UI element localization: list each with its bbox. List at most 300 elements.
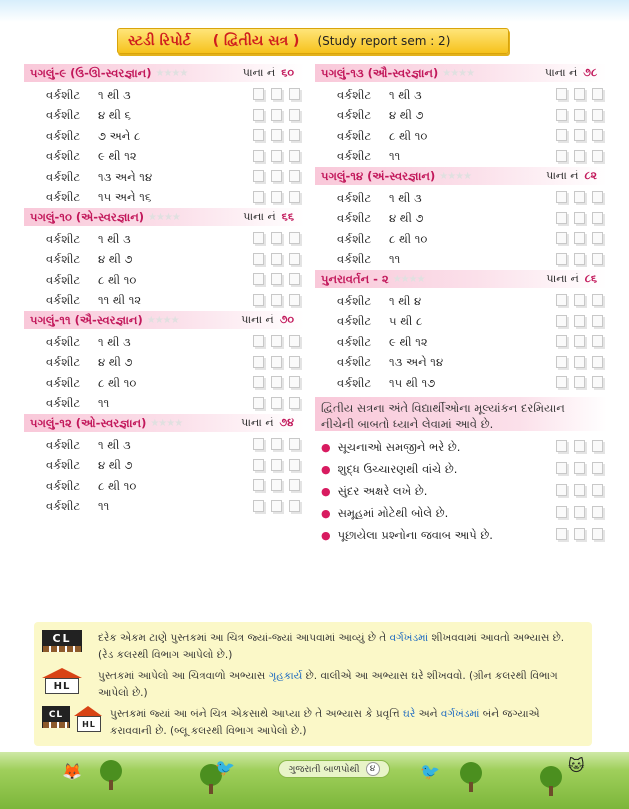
checkbox[interactable] xyxy=(556,462,567,474)
checkbox[interactable] xyxy=(592,528,603,540)
checkbox[interactable] xyxy=(253,232,264,244)
checkbox-group xyxy=(556,335,603,347)
checkbox[interactable] xyxy=(271,170,282,182)
classroom-icon: CL xyxy=(42,630,82,652)
worksheet-range: ૯ થી ૧૨ xyxy=(389,334,428,349)
checkbox-group xyxy=(556,484,603,496)
worksheet-range: ૧૧ થી ૧૨ xyxy=(98,293,142,308)
legend-cl-text: દરેક એકમ ટાણે પુસ્તકમાં આ ચિત્ર જ્યાં-જ્યાં આપવામાં આવ્યું છે તે વર્ગખંડમાં શીખવવામાં આવતો અભ્યાસ છે. (રેડ કલરથી વિભાગ આપેલો છે.) xyxy=(98,632,565,661)
evaluation-point xyxy=(315,437,607,459)
checkbox[interactable] xyxy=(592,129,603,141)
worksheet-range: ૧૧ xyxy=(389,252,401,267)
worksheet-label: વર્કશીટ xyxy=(46,458,81,473)
page-reference: પાના નં ૭૮ xyxy=(544,66,597,79)
worksheet-row xyxy=(24,497,304,518)
checkbox[interactable] xyxy=(253,170,264,182)
checkbox[interactable] xyxy=(289,335,300,347)
checkbox[interactable] xyxy=(556,315,567,327)
stars-icon: ★★★★ xyxy=(150,417,183,429)
checkbox[interactable] xyxy=(574,191,585,203)
worksheet-row xyxy=(315,312,607,333)
classroom-icon-small: CL xyxy=(42,706,70,728)
checkbox[interactable] xyxy=(271,232,282,244)
worksheet-range: ૪ થી ૭ xyxy=(98,355,133,370)
checkbox-group xyxy=(556,356,603,368)
checkbox[interactable] xyxy=(592,315,603,327)
stars-icon: ★★★★ xyxy=(442,67,475,79)
checkbox-group xyxy=(253,376,300,388)
cat-icon: 🐱 xyxy=(568,756,585,775)
checkbox[interactable] xyxy=(271,459,282,471)
title-sem: ( દ્વિતીય સત્ર ) xyxy=(212,33,300,49)
lesson-title: પગલું-૯ (ઉ-ઊ-સ્વરજ્ઞાન) xyxy=(30,65,152,80)
checkbox[interactable] xyxy=(574,232,585,244)
worksheet-range: ૮ થી ૧૦ xyxy=(389,231,428,246)
checkbox-group xyxy=(556,440,603,452)
worksheet-range: ૧૧ xyxy=(98,396,110,411)
checkbox-group xyxy=(253,438,300,450)
worksheet-row xyxy=(315,229,607,250)
checkbox[interactable] xyxy=(271,273,282,285)
checkbox[interactable] xyxy=(289,273,300,285)
checkbox[interactable] xyxy=(592,191,603,203)
worksheet-row xyxy=(24,332,304,353)
worksheet-range: ૯ થી ૧૨ xyxy=(98,149,137,164)
checkbox[interactable] xyxy=(592,109,603,121)
checkbox[interactable] xyxy=(253,376,264,388)
checkbox[interactable] xyxy=(574,88,585,100)
checkbox[interactable] xyxy=(574,484,585,496)
checkbox[interactable] xyxy=(574,253,585,265)
checkbox-group xyxy=(556,506,603,518)
checkbox[interactable] xyxy=(289,150,300,162)
worksheet-label: વર્કશીટ xyxy=(46,252,81,267)
checkbox[interactable] xyxy=(253,253,264,265)
checkbox[interactable] xyxy=(592,150,603,162)
worksheet-label: વર્કશીટ xyxy=(46,478,81,493)
lesson-title: પગલું-૧૩ (ઔ-સ્વરજ્ઞાન) xyxy=(321,65,439,80)
worksheet-range: ૮ થી ૧૦ xyxy=(389,128,428,143)
evaluation-point-text: પૂછાયેલા પ્રશ્નોના જવાબ આપે છે. xyxy=(337,528,493,542)
lesson-header xyxy=(24,208,304,226)
worksheet-label: વર્કશીટ xyxy=(46,375,81,390)
worksheet-label: વર્કશીટ xyxy=(337,252,372,267)
worksheet-row xyxy=(24,291,304,312)
checkbox[interactable] xyxy=(253,129,264,141)
checkbox[interactable] xyxy=(289,438,300,450)
worksheet-range: ૧ થી ૩ xyxy=(98,231,131,246)
worksheet-range: ૧૩ અને ૧૪ xyxy=(98,169,153,184)
lesson-header xyxy=(24,311,304,329)
checkbox[interactable] xyxy=(556,356,567,368)
checkbox[interactable] xyxy=(253,397,264,409)
page-number: ૪ xyxy=(366,762,380,776)
worksheet-range: ૧ થી ૪ xyxy=(389,293,422,308)
worksheet-label: વર્કશીટ xyxy=(46,87,81,102)
evaluation-point-text: સૂચનાઓ સમજીને ભરે છે. xyxy=(337,440,461,454)
checkbox-group xyxy=(556,528,603,540)
checkbox[interactable] xyxy=(592,506,603,518)
worksheet-label: વર્કશીટ xyxy=(337,334,372,349)
checkbox[interactable] xyxy=(271,356,282,368)
checkbox[interactable] xyxy=(592,335,603,347)
worksheet-range: ૪ થી ૭ xyxy=(98,252,133,267)
worksheet-label: વર્કશીટ xyxy=(46,149,81,164)
checkbox[interactable] xyxy=(253,459,264,471)
worksheet-label: વર્કશીટ xyxy=(46,128,81,143)
worksheet-row xyxy=(315,188,607,209)
checkbox[interactable] xyxy=(574,335,585,347)
worksheet-range: ૮ થી ૧૦ xyxy=(98,375,137,390)
worksheet-label: વર્કશીટ xyxy=(337,108,372,123)
checkbox-group xyxy=(556,376,603,388)
checkbox[interactable] xyxy=(556,440,567,452)
checkbox-group xyxy=(556,129,603,141)
checkbox[interactable] xyxy=(556,109,567,121)
worksheet-row xyxy=(24,394,304,415)
bird-icon: 🐦 xyxy=(420,762,440,781)
checkbox[interactable] xyxy=(556,212,567,224)
stars-icon: ★★★★ xyxy=(439,170,472,182)
legend-both-text: પુસ્તકમાં જ્યાં આ બંને ચિત્ર એકસાથે આપ્યા છે તે અભ્યાસ કે પ્રવૃત્તિ ઘરે અને વર્ગખંડમાં બંને જગ્યાએ કરાવવાની છે. (બ્લૂ કલરથી વિભાગ આપેલો છે.) xyxy=(110,708,540,737)
worksheet-range: ૧૧ xyxy=(389,149,401,164)
lesson-title: પગલું-૧૧ (ઐ-સ્વરજ્ઞાન) xyxy=(30,312,143,327)
checkbox[interactable] xyxy=(574,376,585,388)
lesson-header xyxy=(24,64,304,82)
worksheet-range: ૧ થી ૩ xyxy=(98,334,131,349)
lesson-header xyxy=(24,414,304,432)
page-reference: પાના નં ૭૦ xyxy=(241,313,294,326)
checkbox-group xyxy=(556,253,603,265)
checkbox[interactable] xyxy=(271,109,282,121)
lesson-header xyxy=(315,64,607,82)
footer-book-label: ગુજરાતી બાળપોથી ૪ xyxy=(278,760,390,778)
checkbox[interactable] xyxy=(289,294,300,306)
checkbox[interactable] xyxy=(556,191,567,203)
worksheet-row xyxy=(315,353,607,374)
bullet-icon: ● xyxy=(321,507,331,520)
checkbox[interactable] xyxy=(289,191,300,203)
bullet-icon: ● xyxy=(321,463,331,476)
bullet-icon: ● xyxy=(321,441,331,454)
worksheet-range: ૪ થી ૭ xyxy=(389,108,424,123)
checkbox-group xyxy=(253,191,300,203)
evaluation-point-text: સુંદર અક્ષરે લખે છે. xyxy=(337,484,428,498)
checkbox[interactable] xyxy=(574,356,585,368)
checkbox-group xyxy=(253,397,300,409)
checkbox[interactable] xyxy=(271,294,282,306)
worksheet-row xyxy=(315,209,607,230)
checkbox[interactable] xyxy=(271,438,282,450)
worksheet-row xyxy=(24,435,304,456)
checkbox[interactable] xyxy=(271,191,282,203)
checkbox-group xyxy=(556,315,603,327)
worksheet-label: વર્કશીટ xyxy=(46,499,81,514)
checkbox-group xyxy=(556,109,603,121)
lesson-title: પગલું-૧૨ (ઓ-સ્વરજ્ઞાન) xyxy=(30,415,147,430)
checkbox-group xyxy=(253,356,300,368)
checkbox[interactable] xyxy=(271,88,282,100)
title-banner xyxy=(117,28,509,54)
worksheet-row xyxy=(315,291,607,312)
worksheet-label: વર્કશીટ xyxy=(46,169,81,184)
evaluation-point xyxy=(315,481,607,503)
worksheet-label: વર્કશીટ xyxy=(46,231,81,246)
worksheet-row xyxy=(24,353,304,374)
right-column xyxy=(315,64,607,547)
checkbox[interactable] xyxy=(253,294,264,306)
left-column xyxy=(24,64,304,517)
page-reference: પાના નં ૬૬ xyxy=(243,210,294,223)
checkbox[interactable] xyxy=(253,335,264,347)
worksheet-label: વર્કશીટ xyxy=(46,108,81,123)
page-reference: પાના નં ૬૦ xyxy=(242,66,294,79)
worksheet-label: વર્કશીટ xyxy=(337,211,372,226)
checkbox[interactable] xyxy=(556,253,567,265)
worksheet-row xyxy=(24,476,304,497)
worksheet-row xyxy=(24,126,304,147)
checkbox[interactable] xyxy=(253,88,264,100)
checkbox[interactable] xyxy=(574,150,585,162)
checkbox-group xyxy=(556,88,603,100)
worksheet-row xyxy=(315,332,607,353)
checkbox[interactable] xyxy=(253,438,264,450)
checkbox[interactable] xyxy=(556,376,567,388)
title-english: (Study report sem : 2) xyxy=(317,34,451,48)
worksheet-label: વર્કશીટ xyxy=(337,293,372,308)
evaluation-point xyxy=(315,459,607,481)
worksheet-label: વર્કશીટ xyxy=(337,190,372,205)
evaluation-point xyxy=(315,525,607,547)
checkbox[interactable] xyxy=(556,506,567,518)
fox-icon: 🦊 xyxy=(62,762,82,781)
page-reference: પાના નં ૮૨ xyxy=(546,169,597,182)
checkbox[interactable] xyxy=(556,335,567,347)
checkbox[interactable] xyxy=(574,212,585,224)
checkbox[interactable] xyxy=(574,528,585,540)
worksheet-row xyxy=(24,373,304,394)
home-icon: HL xyxy=(42,668,82,694)
worksheet-row xyxy=(315,250,607,271)
worksheet-range: ૧ થી ૩ xyxy=(98,87,131,102)
worksheet-range: ૧ થી ૩ xyxy=(389,190,422,205)
worksheet-label: વર્કશીટ xyxy=(337,375,372,390)
stars-icon: ★★★★ xyxy=(155,67,188,79)
tree-icon xyxy=(460,762,482,784)
worksheet-row xyxy=(24,250,304,271)
stars-icon: ★★★★ xyxy=(392,273,425,285)
worksheet-label: વર્કશીટ xyxy=(337,149,372,164)
checkbox[interactable] xyxy=(289,500,300,512)
both-icons xyxy=(42,706,102,732)
lesson-header xyxy=(315,270,607,288)
checkbox[interactable] xyxy=(574,294,585,306)
checkbox-group xyxy=(556,294,603,306)
lesson-title: પગલું-૧૦ (એ-સ્વરજ્ઞાન) xyxy=(30,209,145,224)
worksheet-row xyxy=(24,229,304,250)
checkbox-group xyxy=(253,88,300,100)
bird-icon: 🐦 xyxy=(215,758,235,777)
checkbox[interactable] xyxy=(592,484,603,496)
checkbox[interactable] xyxy=(592,88,603,100)
checkbox[interactable] xyxy=(556,88,567,100)
checkbox[interactable] xyxy=(574,109,585,121)
checkbox[interactable] xyxy=(574,129,585,141)
worksheet-row xyxy=(315,373,607,394)
checkbox[interactable] xyxy=(556,150,567,162)
worksheet-row xyxy=(24,167,304,188)
worksheet-label: વર્કશીટ xyxy=(337,231,372,246)
worksheet-row xyxy=(24,85,304,106)
checkbox[interactable] xyxy=(556,528,567,540)
checkbox[interactable] xyxy=(289,356,300,368)
checkbox[interactable] xyxy=(271,129,282,141)
worksheet-label: વર્કશીટ xyxy=(46,334,81,349)
legend-both-row xyxy=(42,706,578,740)
worksheet-row xyxy=(315,106,607,127)
worksheet-row xyxy=(315,126,607,147)
evaluation-note: દ્વિતીય સત્રના અંતે વિદ્યાર્થીઓના મૂલ્યાંકન દરમિયાન નીચેની બાબતો ધ્યાને લેવામાં આવે છે. xyxy=(315,397,607,431)
checkbox-group xyxy=(253,109,300,121)
checkbox[interactable] xyxy=(289,376,300,388)
checkbox[interactable] xyxy=(289,253,300,265)
checkbox[interactable] xyxy=(556,484,567,496)
checkbox-group xyxy=(253,294,300,306)
worksheet-label: વર્કશીટ xyxy=(46,437,81,452)
checkbox[interactable] xyxy=(271,253,282,265)
legend-hl-text: પુસ્તકમાં આપેલો આ ચિત્રવાળો અભ્યાસ ગૃહકાર્ય છે. વાલીએ આ અભ્યાસ ઘરે શીખવવો. (ગ્રીન કલરથી વિભાગ આપેલો છે.) xyxy=(98,670,558,699)
checkbox[interactable] xyxy=(592,232,603,244)
worksheet-label: વર્કશીટ xyxy=(46,396,81,411)
checkbox[interactable] xyxy=(289,232,300,244)
worksheet-range: ૫ થી ૮ xyxy=(389,314,423,329)
checkbox[interactable] xyxy=(289,397,300,409)
checkbox[interactable] xyxy=(592,294,603,306)
worksheet-range: ૧૩ અને ૧૪ xyxy=(389,355,444,370)
checkbox[interactable] xyxy=(253,150,264,162)
worksheet-row xyxy=(24,456,304,477)
checkbox[interactable] xyxy=(289,459,300,471)
worksheet-range: ૧૧ xyxy=(98,499,110,514)
worksheet-label: વર્કશીટ xyxy=(46,293,81,308)
bullet-icon: ● xyxy=(321,485,331,498)
checkbox[interactable] xyxy=(253,273,264,285)
checkbox-group xyxy=(253,129,300,141)
worksheet-label: વર્કશીટ xyxy=(46,190,81,205)
legend-cl-row xyxy=(42,630,578,664)
worksheet-range: ૧૫ થી ૧૭ xyxy=(389,375,436,390)
checkbox[interactable] xyxy=(592,212,603,224)
worksheet-label: વર્કશીટ xyxy=(46,355,81,370)
home-icon-small: HL xyxy=(74,706,102,732)
checkbox-group xyxy=(556,462,603,474)
worksheet-range: ૮ થી ૧૦ xyxy=(98,478,137,493)
checkbox-group xyxy=(253,150,300,162)
worksheet-label: વર્કશીટ xyxy=(337,355,372,370)
top-sky-strip xyxy=(0,0,629,22)
checkbox-group xyxy=(556,191,603,203)
checkbox[interactable] xyxy=(253,191,264,203)
worksheet-row xyxy=(24,106,304,127)
checkbox-group xyxy=(556,212,603,224)
worksheet-range: ૮ થી ૧૦ xyxy=(98,272,137,287)
checkbox[interactable] xyxy=(574,440,585,452)
checkbox[interactable] xyxy=(556,129,567,141)
checkbox-group xyxy=(253,232,300,244)
worksheet-row xyxy=(315,147,607,168)
worksheet-row xyxy=(315,85,607,106)
checkbox-group xyxy=(253,253,300,265)
worksheet-row xyxy=(24,188,304,209)
checkbox[interactable] xyxy=(556,232,567,244)
checkbox-group xyxy=(253,273,300,285)
checkbox[interactable] xyxy=(271,335,282,347)
checkbox[interactable] xyxy=(289,109,300,121)
checkbox[interactable] xyxy=(253,109,264,121)
checkbox[interactable] xyxy=(592,253,603,265)
checkbox[interactable] xyxy=(592,356,603,368)
worksheet-range: ૪ થી ૭ xyxy=(389,211,424,226)
worksheet-label: વર્કશીટ xyxy=(337,128,372,143)
worksheet-range: ૧ થી ૩ xyxy=(98,437,131,452)
title-main: સ્ટડી રિપોર્ટ xyxy=(128,33,191,49)
evaluation-point-text: સમૂહમાં મોટેથી બોલે છે. xyxy=(337,506,449,520)
checkbox-group xyxy=(253,459,300,471)
checkbox[interactable] xyxy=(574,462,585,474)
stars-icon: ★★★★ xyxy=(148,211,180,223)
checkbox[interactable] xyxy=(253,500,264,512)
worksheet-label: વર્કશીટ xyxy=(46,272,81,287)
checkbox[interactable] xyxy=(289,479,300,491)
checkbox[interactable] xyxy=(556,294,567,306)
checkbox[interactable] xyxy=(592,440,603,452)
checkbox-group xyxy=(253,479,300,491)
page-reference: પાના નં ૮૬ xyxy=(546,272,597,285)
stars-icon: ★★★★ xyxy=(146,314,179,326)
lesson-header xyxy=(315,167,607,185)
checkbox[interactable] xyxy=(271,500,282,512)
checkbox[interactable] xyxy=(253,479,264,491)
worksheet-label: વર્કશીટ xyxy=(337,314,372,329)
checkbox[interactable] xyxy=(271,376,282,388)
worksheet-range: ૪ થી ૭ xyxy=(98,458,133,473)
lesson-title: પગલું-૧૪ (અં-સ્વરજ્ઞાન) xyxy=(321,168,436,183)
worksheet-range: ૪ થી ૬ xyxy=(98,108,131,123)
checkbox[interactable] xyxy=(592,376,603,388)
checkbox-group xyxy=(253,335,300,347)
checkbox-group xyxy=(556,232,603,244)
checkbox[interactable] xyxy=(271,150,282,162)
tree-icon xyxy=(100,760,122,782)
worksheet-row xyxy=(24,147,304,168)
checkbox[interactable] xyxy=(289,129,300,141)
checkbox-group xyxy=(556,150,603,162)
checkbox[interactable] xyxy=(271,479,282,491)
checkbox[interactable] xyxy=(574,506,585,518)
checkbox[interactable] xyxy=(574,315,585,327)
checkbox[interactable] xyxy=(271,397,282,409)
checkbox-group xyxy=(253,170,300,182)
checkbox[interactable] xyxy=(289,88,300,100)
lesson-title: પુનરાવર્તન - ૨ xyxy=(321,271,389,286)
worksheet-range: ૧૫ અને ૧૬ xyxy=(98,190,152,205)
checkbox[interactable] xyxy=(592,462,603,474)
evaluation-point xyxy=(315,503,607,525)
checkbox[interactable] xyxy=(253,356,264,368)
checkbox[interactable] xyxy=(289,170,300,182)
bullet-icon: ● xyxy=(321,529,331,542)
worksheet-label: વર્કશીટ xyxy=(337,87,372,102)
